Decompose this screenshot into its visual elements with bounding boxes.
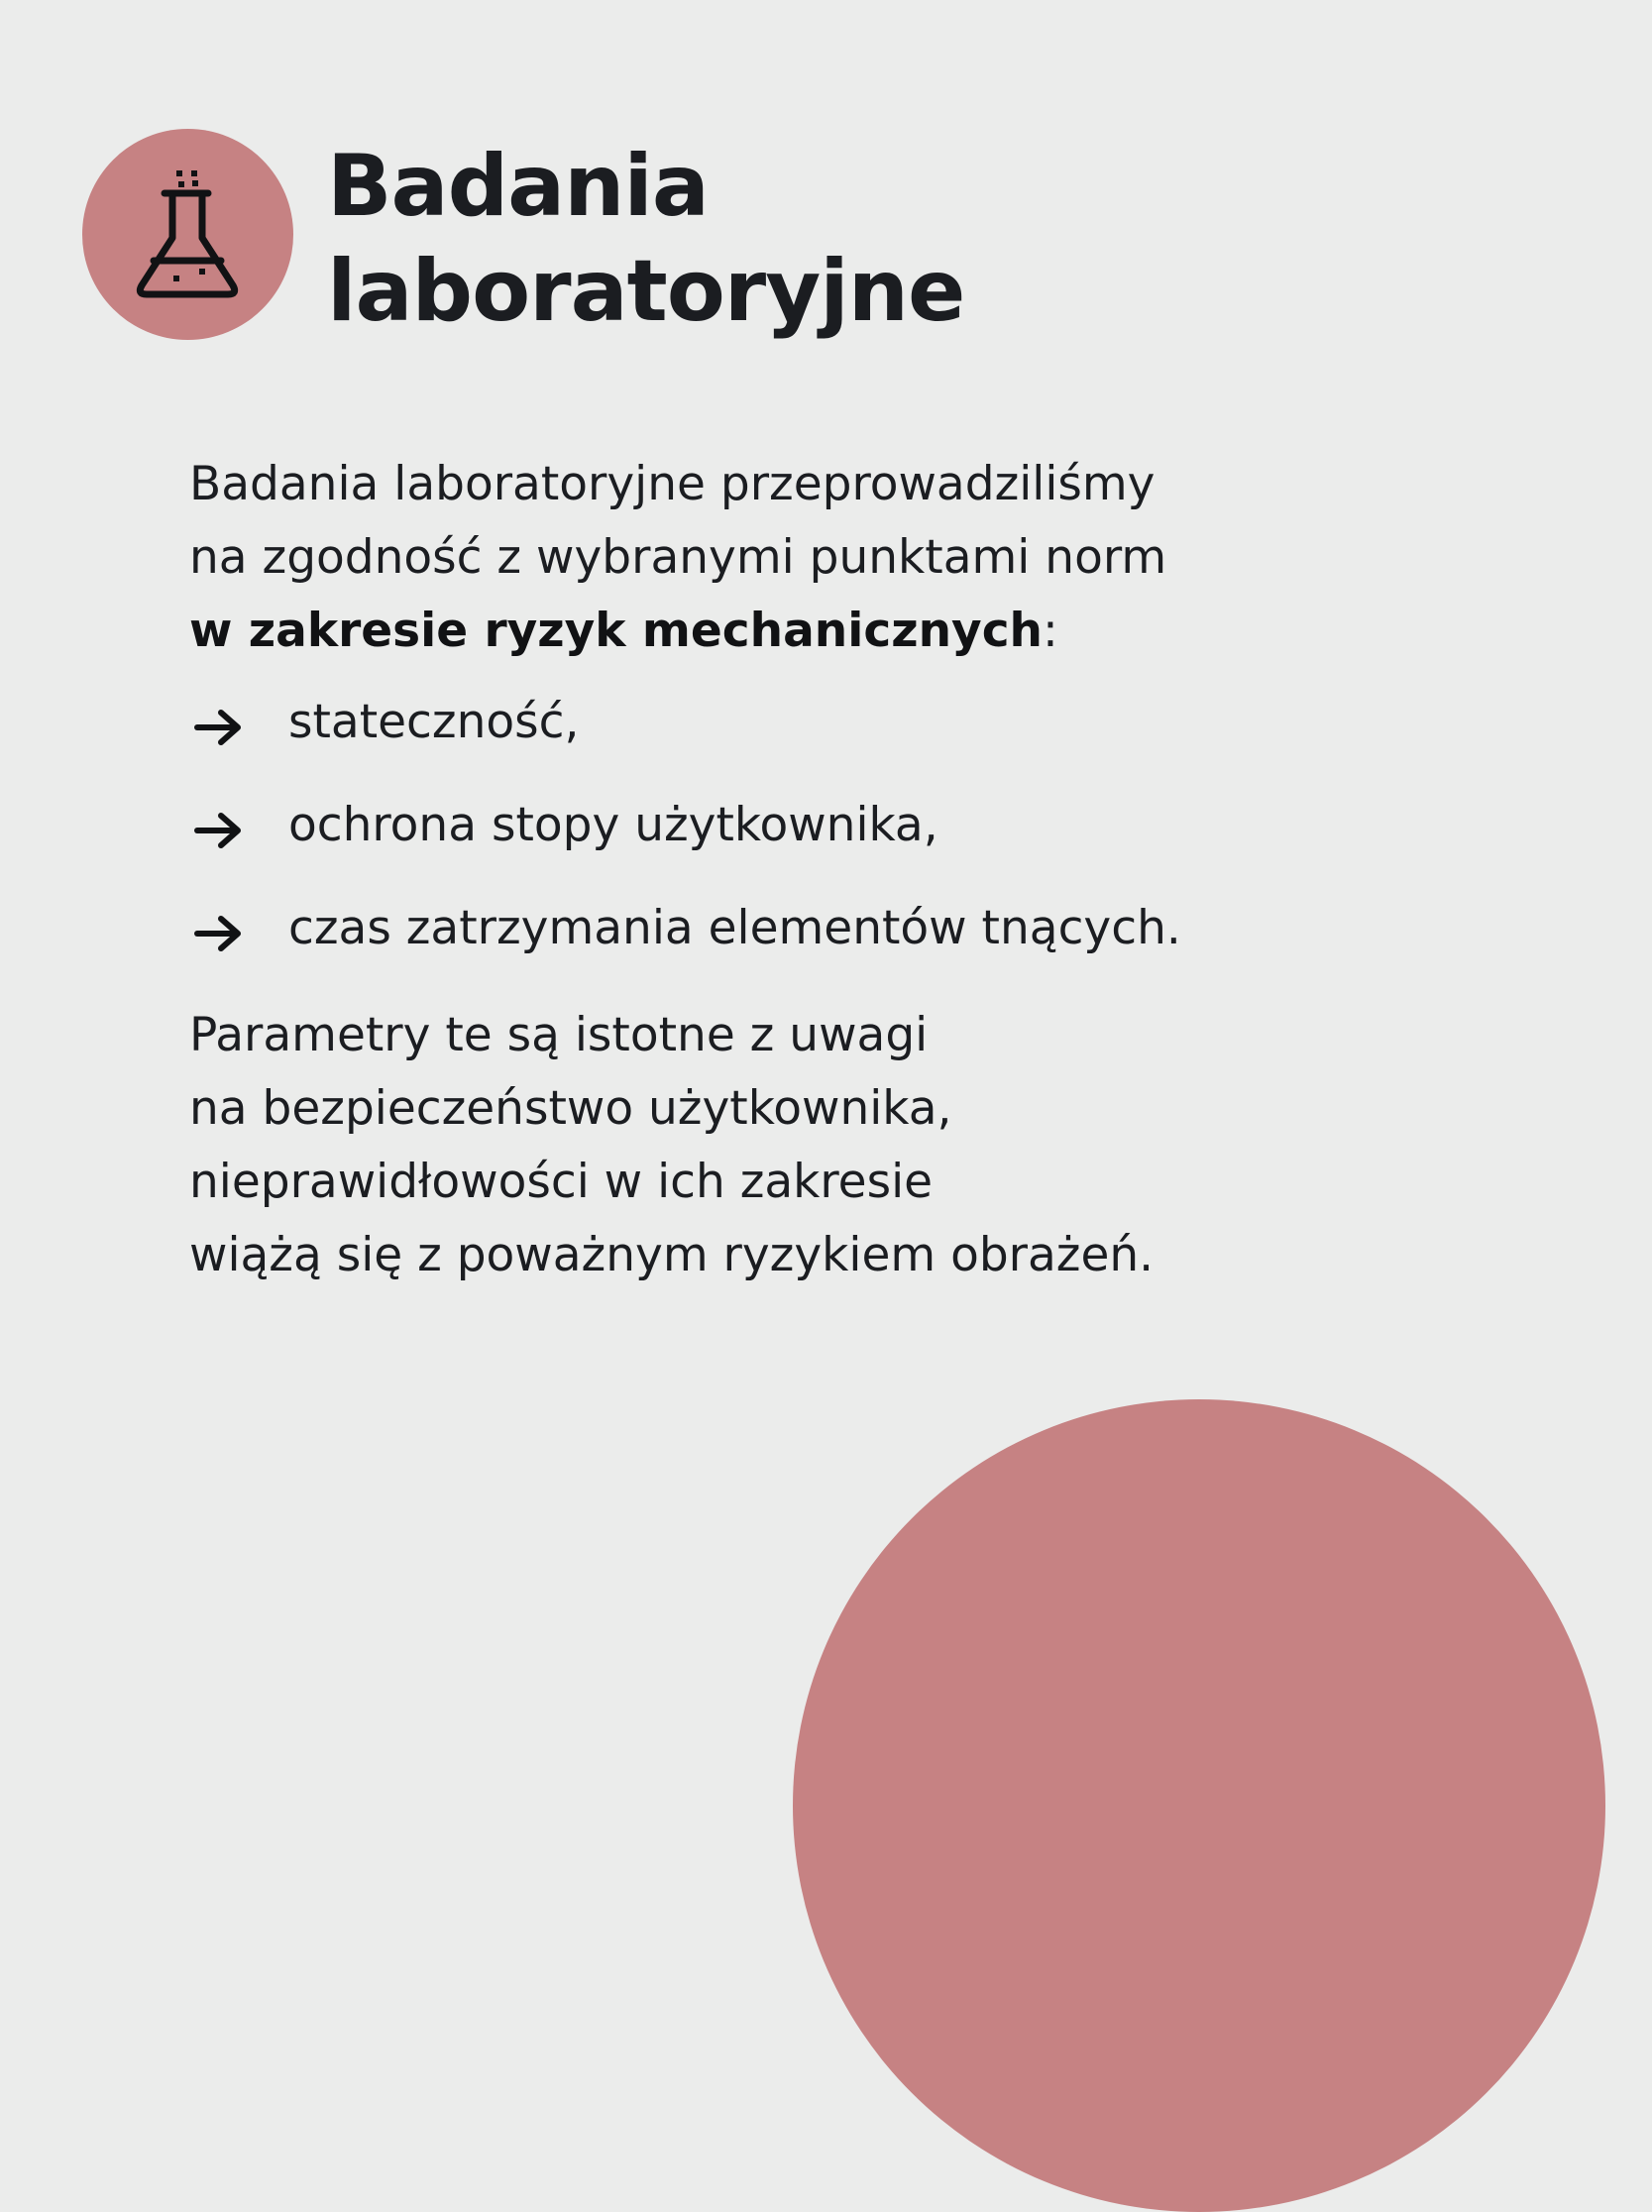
bullet-text: czas zatrzymania elementów tnących. — [288, 901, 1181, 955]
intro-line-2: na zgodność z wybranymi punktami norm — [189, 530, 1167, 585]
flask-icon-badge — [82, 129, 293, 340]
bullet-list — [189, 686, 1577, 995]
arrow-right-icon — [191, 811, 245, 850]
list-item — [189, 686, 1577, 789]
list-item — [189, 789, 1577, 892]
main-content — [189, 448, 1577, 1292]
closing-line-4: wiążą się z poważnym ryzykiem obrażeń. — [189, 1228, 1155, 1282]
bullet-text: stateczność, — [288, 695, 580, 749]
flask-icon — [82, 129, 293, 340]
intro-paragraph — [189, 448, 1577, 668]
closing-line-3: nieprawidłowości w ich zakresie — [189, 1155, 934, 1209]
list-item — [189, 892, 1577, 995]
closing-paragraph — [189, 999, 1577, 1292]
intro-line-1: Badania laboratoryjne przeprowadziliśmy — [189, 457, 1156, 511]
intro-bold-phrase: w zakresie ryzyk mechanicznych — [189, 604, 1044, 658]
arrow-right-icon — [191, 914, 245, 953]
bullet-text: ochrona stopy użytkownika, — [288, 798, 938, 852]
intro-line-3 — [189, 595, 1577, 668]
intro-line-3-tail: : — [1043, 604, 1058, 658]
title-line-2: laboratoryjne — [327, 242, 965, 341]
page-title — [327, 134, 964, 344]
closing-line-2: na bezpieczeństwo użytkownika, — [189, 1081, 952, 1136]
closing-line-1: Parametry te są istotne z uwagi — [189, 1008, 929, 1062]
title-line-1: Badania — [327, 137, 709, 236]
arrow-right-icon — [191, 708, 245, 747]
decorative-circle — [793, 1399, 1605, 2212]
